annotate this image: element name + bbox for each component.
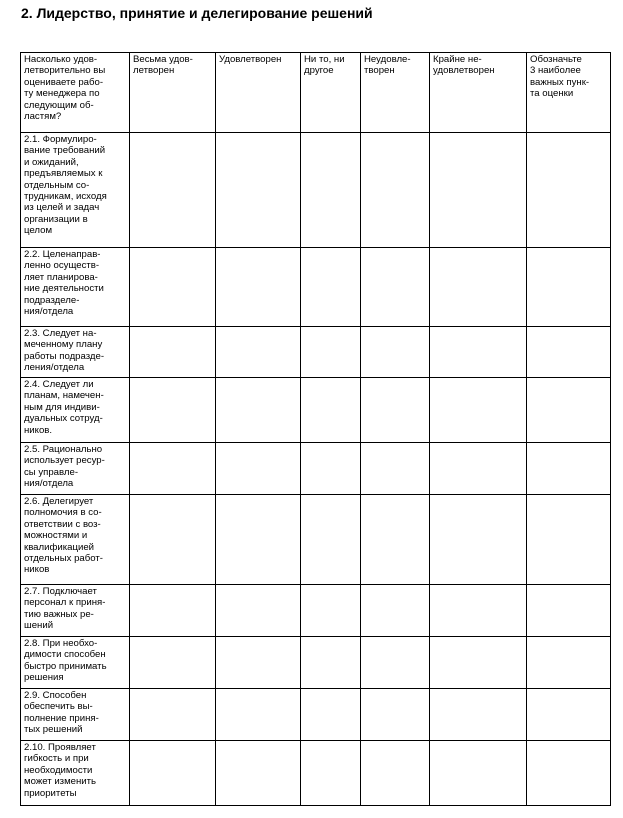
priority-cell[interactable] bbox=[527, 585, 611, 637]
table-row bbox=[21, 327, 611, 378]
header-row bbox=[21, 53, 611, 133]
priority-cell[interactable] bbox=[527, 741, 611, 806]
rating-cell[interactable] bbox=[430, 637, 527, 689]
rating-cell[interactable] bbox=[216, 443, 301, 495]
rating-cell[interactable] bbox=[361, 495, 430, 585]
priority-cell[interactable] bbox=[527, 689, 611, 741]
priority-cell[interactable] bbox=[527, 495, 611, 585]
header-cell-top-3: Обозначьте 3 наиболее важных пунк- та оценки bbox=[527, 53, 611, 133]
row-label-cell: 2.3. Следует на- меченному плану работы подразде- ления/отдела bbox=[21, 327, 130, 378]
header-cell-area: Насколько удов- летворительно вы оцениваете рабо- ту менеджера по следующим об- ластям? bbox=[21, 53, 130, 133]
rating-cell[interactable] bbox=[130, 495, 216, 585]
table-row bbox=[21, 443, 611, 495]
rating-cell[interactable] bbox=[301, 378, 361, 443]
rating-cell[interactable] bbox=[361, 378, 430, 443]
row-label-cell: 2.4. Следует ли планам, намечен- ным для индиви- дуальных сотруд- ников. bbox=[21, 378, 130, 443]
rating-cell[interactable] bbox=[361, 248, 430, 327]
header-cell-satisfied: Удовлетворен bbox=[216, 53, 301, 133]
rating-cell[interactable] bbox=[361, 327, 430, 378]
rating-cell[interactable] bbox=[430, 443, 527, 495]
rating-cell[interactable] bbox=[130, 689, 216, 741]
rating-cell[interactable] bbox=[301, 637, 361, 689]
rating-cell[interactable] bbox=[301, 443, 361, 495]
row-label-cell: 2.7. Подключает персонал к приня- тию важных ре- шений bbox=[21, 585, 130, 637]
row-label-cell: 2.2. Целенаправ- ленно осуществ- ляет планирова- ние деятельности подразделе- ния/отдела bbox=[21, 248, 130, 327]
rating-cell[interactable] bbox=[130, 378, 216, 443]
rating-cell[interactable] bbox=[130, 637, 216, 689]
table-row bbox=[21, 378, 611, 443]
rating-cell[interactable] bbox=[430, 585, 527, 637]
rating-cell[interactable] bbox=[216, 133, 301, 248]
rating-cell[interactable] bbox=[430, 495, 527, 585]
rating-cell[interactable] bbox=[430, 133, 527, 248]
rating-cell[interactable] bbox=[361, 689, 430, 741]
rating-cell[interactable] bbox=[216, 248, 301, 327]
evaluation-table bbox=[20, 52, 611, 806]
rating-cell[interactable] bbox=[216, 378, 301, 443]
rating-cell[interactable] bbox=[430, 741, 527, 806]
row-label-cell: 2.10. Проявляет гибкость и при необходимости может изменить приоритеты bbox=[21, 741, 130, 806]
table-row bbox=[21, 585, 611, 637]
rating-cell[interactable] bbox=[430, 248, 527, 327]
page-title: 2. Лидерство, принятие и делегирование решений bbox=[21, 5, 373, 21]
rating-cell[interactable] bbox=[361, 133, 430, 248]
rating-cell[interactable] bbox=[361, 443, 430, 495]
row-label-cell: 2.1. Формулиро- вание требований и ожиданий, предъявляемых к отдельным со- трудникам, исходя из целей и задач организации в целом bbox=[21, 133, 130, 248]
table-row bbox=[21, 248, 611, 327]
rating-cell[interactable] bbox=[216, 637, 301, 689]
row-label-cell: 2.5. Рационально использует ресур- сы управле- ния/отдела bbox=[21, 443, 130, 495]
table-row bbox=[21, 495, 611, 585]
header-cell-neutral: Ни то, ни другое bbox=[301, 53, 361, 133]
rating-cell[interactable] bbox=[216, 585, 301, 637]
rating-cell[interactable] bbox=[130, 585, 216, 637]
rating-cell[interactable] bbox=[301, 741, 361, 806]
priority-cell[interactable] bbox=[527, 327, 611, 378]
priority-cell[interactable] bbox=[527, 378, 611, 443]
rating-cell[interactable] bbox=[216, 327, 301, 378]
row-label-cell: 2.6. Делегирует полномочия в со- ответствии с воз- можностями и квалификацией отдельных работ- ников bbox=[21, 495, 130, 585]
row-label-cell: 2.9. Способен обеспечить вы- полнение приня- тых решений bbox=[21, 689, 130, 741]
rating-cell[interactable] bbox=[130, 327, 216, 378]
header-cell-very-dissatisfied: Крайне не- удовлетворен bbox=[430, 53, 527, 133]
priority-cell[interactable] bbox=[527, 133, 611, 248]
priority-cell[interactable] bbox=[527, 443, 611, 495]
rating-cell[interactable] bbox=[216, 495, 301, 585]
rating-cell[interactable] bbox=[216, 689, 301, 741]
rating-cell[interactable] bbox=[301, 248, 361, 327]
rating-cell[interactable] bbox=[430, 378, 527, 443]
rating-cell[interactable] bbox=[301, 585, 361, 637]
priority-cell[interactable] bbox=[527, 248, 611, 327]
header-cell-dissatisfied: Неудовле- творен bbox=[361, 53, 430, 133]
rating-cell[interactable] bbox=[361, 637, 430, 689]
rating-cell[interactable] bbox=[130, 443, 216, 495]
rating-cell[interactable] bbox=[130, 741, 216, 806]
table-row bbox=[21, 133, 611, 248]
rating-cell[interactable] bbox=[301, 133, 361, 248]
rating-cell[interactable] bbox=[216, 741, 301, 806]
table-row bbox=[21, 637, 611, 689]
priority-cell[interactable] bbox=[527, 637, 611, 689]
rating-cell[interactable] bbox=[430, 327, 527, 378]
rating-cell[interactable] bbox=[130, 133, 216, 248]
rating-cell[interactable] bbox=[301, 327, 361, 378]
rating-cell[interactable] bbox=[361, 585, 430, 637]
rating-cell[interactable] bbox=[430, 689, 527, 741]
table-row bbox=[21, 689, 611, 741]
row-label-cell: 2.8. При необхо- димости способен быстро принимать решения bbox=[21, 637, 130, 689]
header-cell-very-satisfied: Весьма удов- летворен bbox=[130, 53, 216, 133]
table-row bbox=[21, 741, 611, 806]
rating-cell[interactable] bbox=[301, 495, 361, 585]
rating-cell[interactable] bbox=[130, 248, 216, 327]
rating-cell[interactable] bbox=[361, 741, 430, 806]
rating-cell[interactable] bbox=[301, 689, 361, 741]
